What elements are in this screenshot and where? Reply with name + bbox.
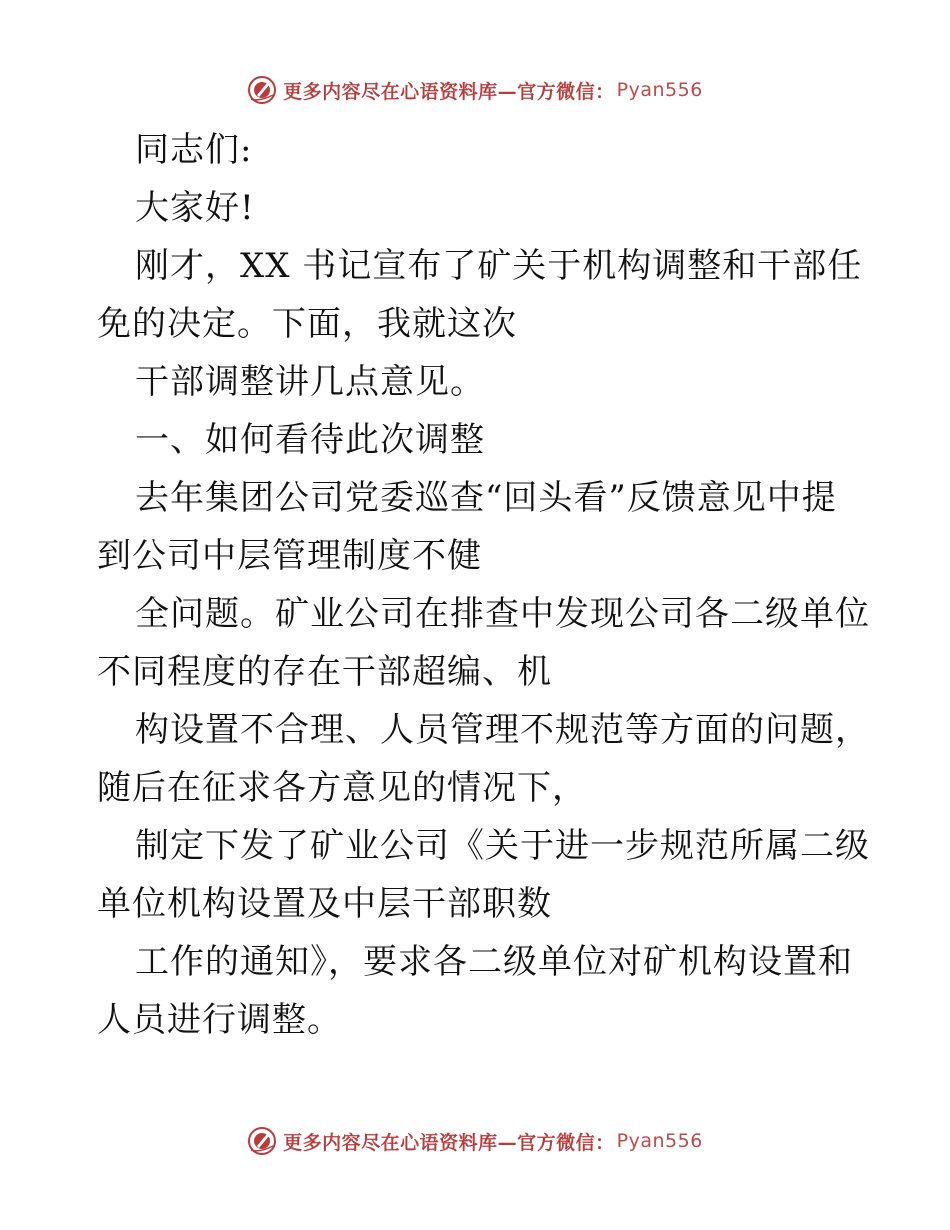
text-line: 干部调整讲几点意见。 (135, 362, 485, 402)
watermark-wechat-id: Pyan556 (616, 79, 703, 101)
text-line: 随后在征求各方意见的情况下， (97, 768, 587, 808)
text-line: 一、如何看待此次调整 (135, 420, 485, 460)
text-line: 制定下发了矿业公司《关于进一步规范所属二级 (135, 826, 870, 866)
text-line: 单位机构设置及中层干部职数 (97, 884, 552, 924)
text-line: 刚才，XX 书记宣布了矿关于机构调整和干部任 (135, 246, 863, 286)
text-line: 不同程度的存在干部超编、机 (97, 652, 552, 692)
header-watermark (0, 73, 950, 107)
text-line: 工作的通知》，要求各二级单位对矿机构设置和 (135, 942, 853, 982)
pen-logo-icon (247, 75, 277, 105)
text-line: 免的决定。下面，我就这次 (97, 304, 517, 344)
text-line: 大家好! (135, 188, 255, 228)
speech-body (97, 121, 870, 1049)
text-line: 人员进行调整。 (97, 1000, 342, 1040)
text-line: 全问题。矿业公司在排查中发现公司各二级单位 (135, 594, 870, 634)
text-line: 去年集团公司党委巡查“回头看”反馈意见中提 (135, 478, 837, 518)
watermark-wechat-id: Pyan556 (616, 1130, 703, 1152)
watermark-text: 更多内容尽在心语资料库—官方微信： (283, 80, 615, 103)
watermark-text: 更多内容尽在心语资料库—官方微信： (283, 1131, 615, 1154)
footer-watermark (0, 1124, 950, 1158)
text-line: 同志们: (135, 130, 253, 170)
pen-logo-icon (247, 1126, 277, 1156)
text-line: 构设置不合理、人员管理不规范等方面的问题， (135, 710, 870, 750)
text-line: 到公司中层管理制度不健 (97, 536, 482, 576)
